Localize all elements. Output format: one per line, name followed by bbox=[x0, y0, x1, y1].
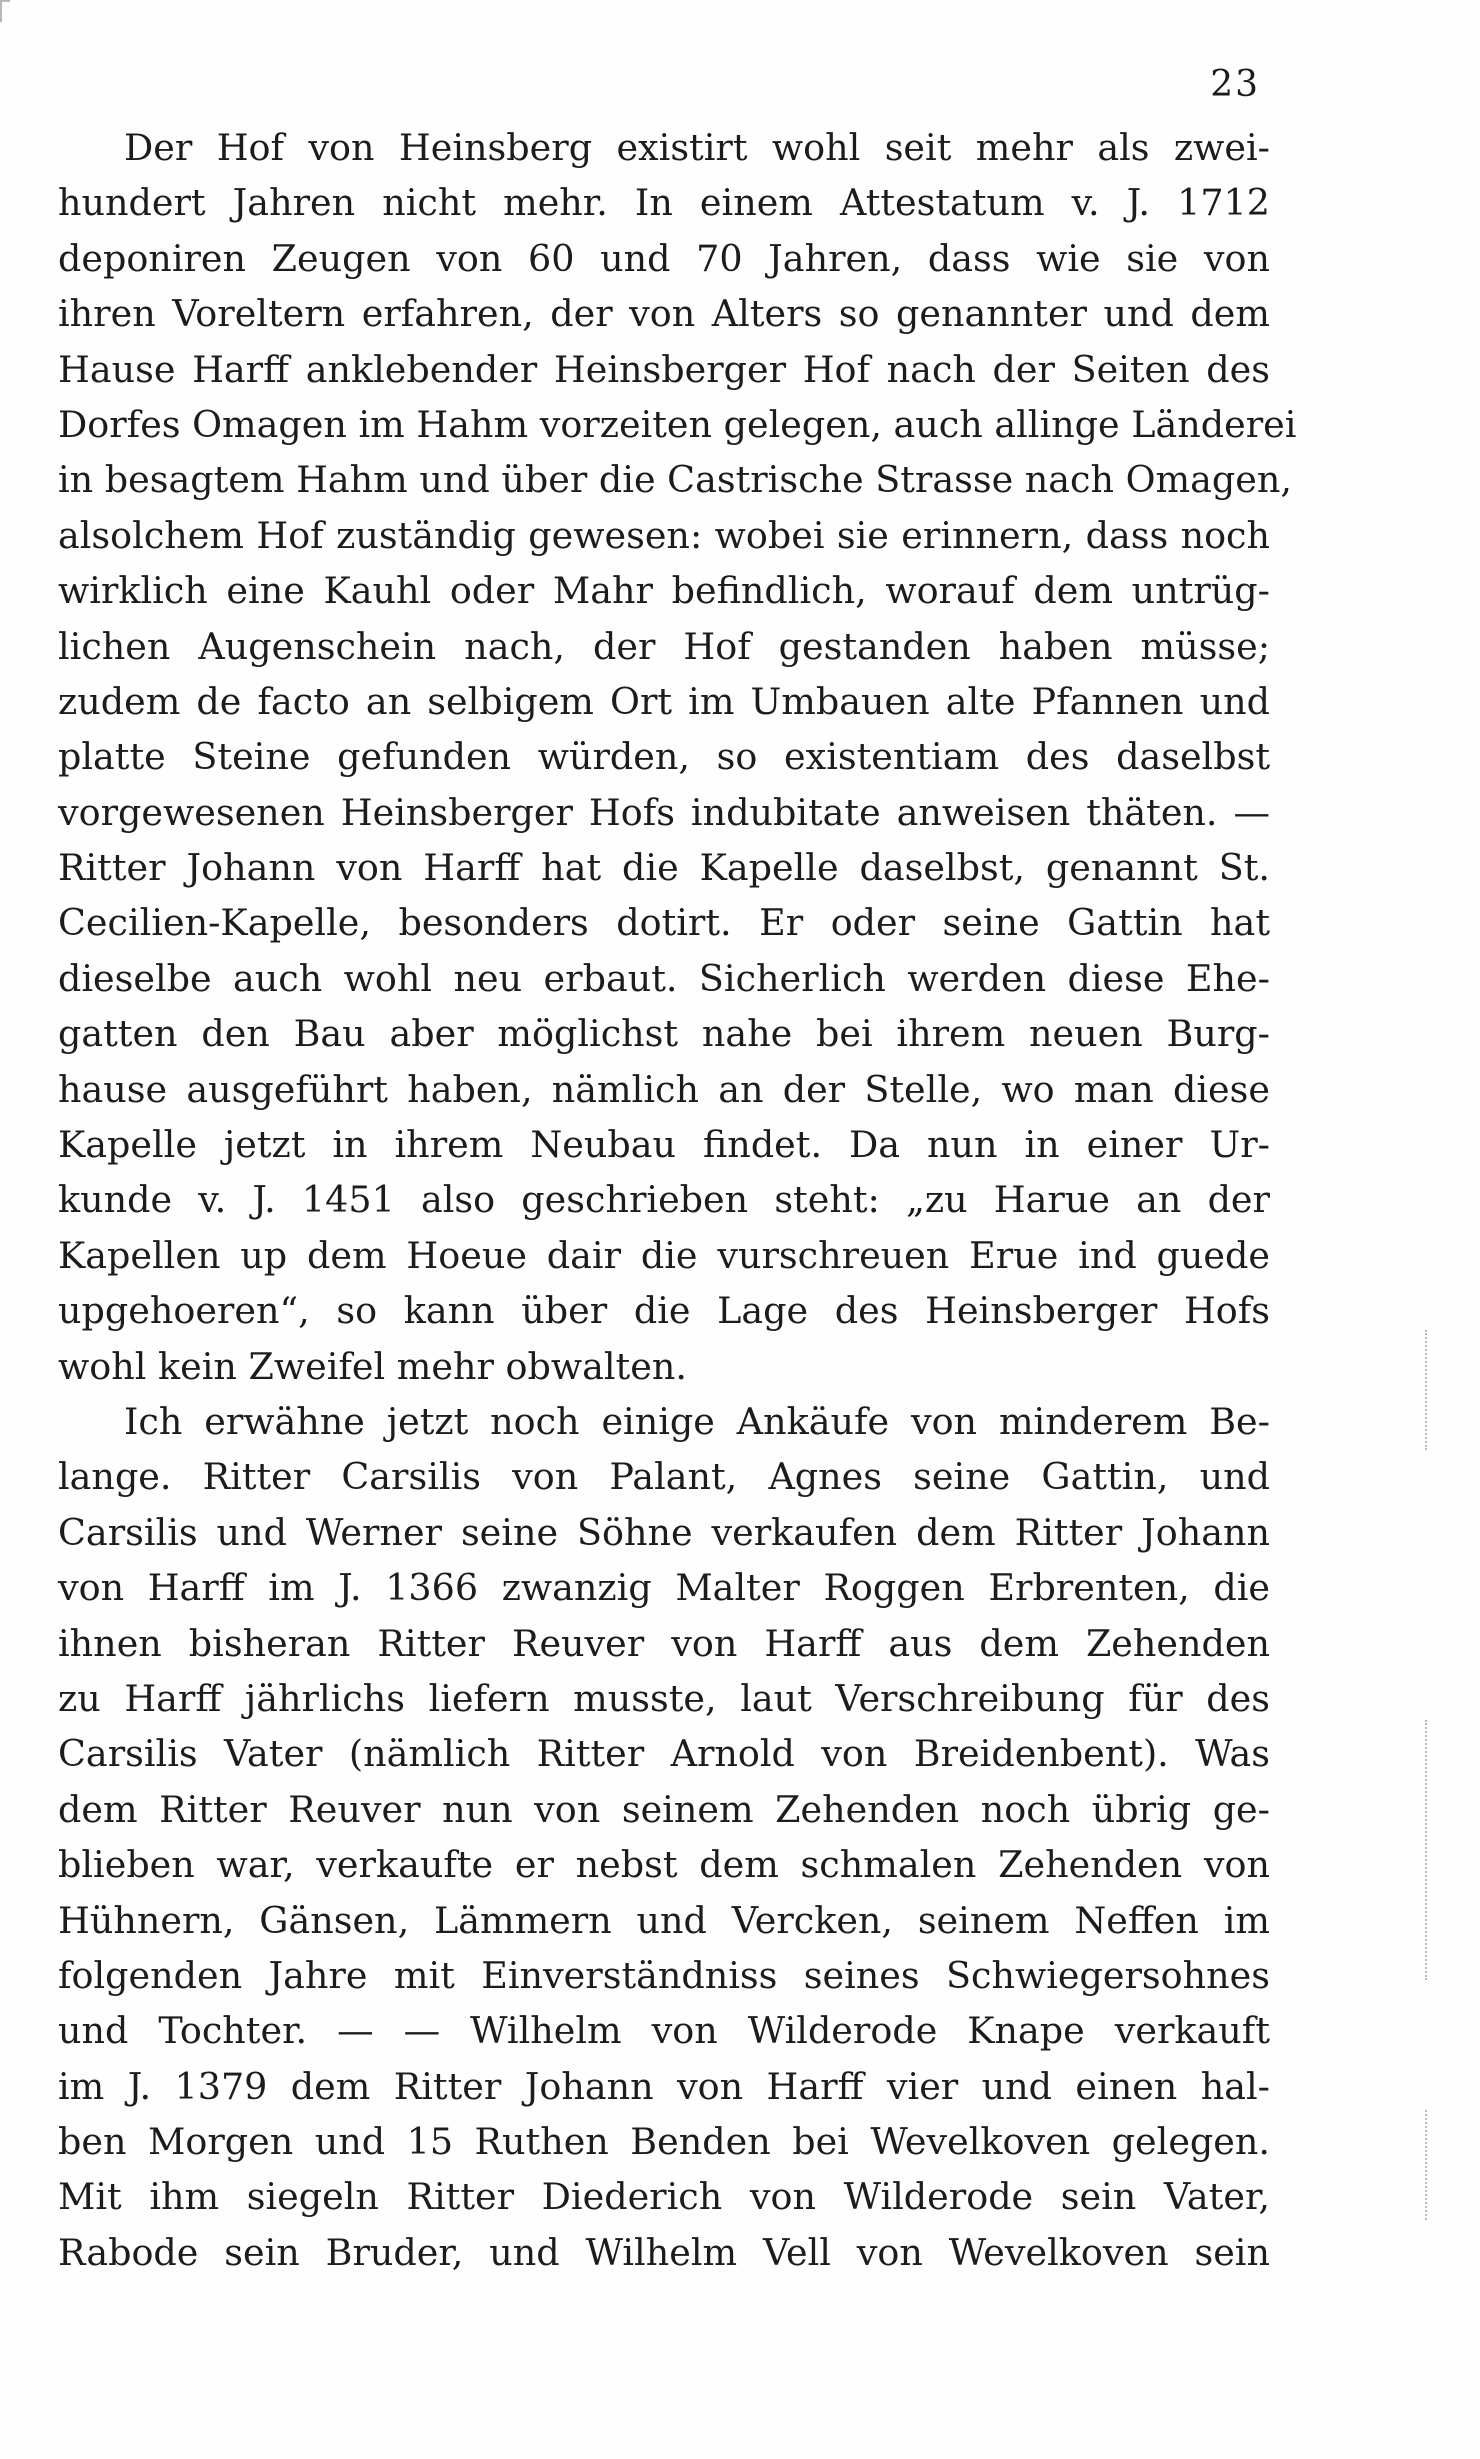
text-line: platte Steine gefunden würden, so existentiam des daselbst bbox=[58, 735, 1270, 779]
text-line: Hühnern, Gänsen, Lämmern und Vercken, seinem Neffen im bbox=[58, 1898, 1270, 1942]
text-line: Der Hof von Heinsberg existirt wohl seit mehr als zwei- bbox=[124, 126, 1270, 169]
text-line: ihnen bisheran Ritter Reuver von Harff aus dem Zehenden bbox=[58, 1621, 1270, 1665]
text-line: wirklich eine Kauhl oder Mahr befindlich, worauf dem untrüg- bbox=[58, 569, 1270, 613]
text-line: blieben war, verkaufte er nebst dem schmalen Zehenden von bbox=[58, 1843, 1270, 1887]
text-line: Kapelle jetzt in ihrem Neubau findet. Da nun in einer Ur- bbox=[58, 1123, 1270, 1167]
text-line: Ich erwähne jetzt noch einige Ankäufe von minderem Be- bbox=[124, 1399, 1270, 1443]
text-line: ihren Voreltern erfahren, der von Alters so genannter und dem bbox=[58, 292, 1270, 336]
text-line: folgenden Jahre mit Einverständniss seines Schwiegersohnes bbox=[58, 1953, 1270, 1997]
margin-scan-speckle bbox=[1425, 1720, 1433, 1980]
text-line: Dorfes Omagen im Hahm vorzeiten gelegen, auch allinge Länderei bbox=[58, 402, 1297, 446]
text-line: Carsilis Vater (nämlich Ritter Arnold von Breidenbent). Was bbox=[58, 1732, 1270, 1776]
scan-corner-mark bbox=[0, 0, 10, 22]
text-line: Cecilien-Kapelle, besonders dotirt. Er oder seine Gattin hat bbox=[58, 901, 1270, 945]
text-line: Kapellen up dem Hoeue dair die vurschreuen Erue ind guede bbox=[58, 1233, 1270, 1277]
text-line: Carsilis und Werner seine Söhne verkaufen dem Ritter Johann bbox=[58, 1510, 1270, 1554]
page-body bbox=[58, 120, 1297, 2280]
text-line: wohl kein Zweifel mehr obwalten. bbox=[58, 1344, 687, 1388]
text-line: upgehoeren“, so kann über die Lage des Heinsberger Hofs bbox=[58, 1289, 1270, 1333]
margin-scan-speckle bbox=[1425, 1330, 1433, 1450]
text-line: alsolchem Hof zuständig gewesen: wobei sie erinnern, dass noch bbox=[58, 513, 1270, 557]
text-line: hundert Jahren nicht mehr. In einem Attestatum v. J. 1712 bbox=[58, 181, 1270, 225]
text-line: Ritter Johann von Harff hat die Kapelle daselbst, genannt St. bbox=[58, 846, 1270, 890]
text-line: und Tochter. — — Wilhelm von Wilderode Knape verkauft bbox=[58, 2009, 1270, 2053]
text-line: im J. 1379 dem Ritter Johann von Harff vier und einen hal- bbox=[58, 2064, 1270, 2108]
text-line: kunde v. J. 1451 also geschrieben steht: „zu Harue an der bbox=[58, 1178, 1270, 1222]
text-line: Mit ihm siegeln Ritter Diederich von Wilderode sein Vater, bbox=[58, 2175, 1270, 2219]
text-line: lichen Augenschein nach, der Hof gestanden haben müsse; bbox=[58, 624, 1270, 668]
text-line: vorgewesenen Heinsberger Hofs indubitate anweisen thäten. — bbox=[58, 790, 1270, 834]
text-line: dieselbe auch wohl neu erbaut. Sicherlich werden diese Ehe- bbox=[58, 956, 1270, 1000]
paragraph-2 bbox=[58, 1394, 1270, 2280]
text-line: deponiren Zeugen von 60 und 70 Jahren, dass wie sie von bbox=[58, 236, 1270, 280]
page-number: 23 bbox=[1210, 64, 1260, 105]
text-line: lange. Ritter Carsilis von Palant, Agnes seine Gattin, und bbox=[58, 1455, 1270, 1499]
text-line: gatten den Bau aber möglichst nahe bei ihrem neuen Burg- bbox=[58, 1012, 1270, 1056]
text-line: in besagtem Hahm und über die Castrische Strasse nach Omagen, bbox=[58, 458, 1292, 502]
text-line: zudem de facto an selbigem Ort im Umbauen alte Pfannen und bbox=[58, 679, 1270, 723]
margin-scan-speckle bbox=[1425, 2110, 1433, 2220]
paragraph-1 bbox=[58, 120, 1297, 1394]
text-line: zu Harff jährlichs liefern musste, laut Verschreibung für des bbox=[58, 1676, 1270, 1720]
text-line: dem Ritter Reuver nun von seinem Zehenden noch übrig ge- bbox=[58, 1787, 1270, 1831]
text-line: ben Morgen und 15 Ruthen Benden bei Wevelkoven gelegen. bbox=[58, 2120, 1270, 2164]
text-line: von Harff im J. 1366 zwanzig Malter Roggen Erbrenten, die bbox=[58, 1566, 1270, 1610]
text-line: Rabode sein Bruder, und Wilhelm Vell von Wevelkoven sein bbox=[58, 2230, 1270, 2274]
text-line: hause ausgeführt haben, nämlich an der Stelle, wo man diese bbox=[58, 1067, 1270, 1111]
text-line: Hause Harff anklebender Heinsberger Hof nach der Seiten des bbox=[58, 347, 1270, 391]
